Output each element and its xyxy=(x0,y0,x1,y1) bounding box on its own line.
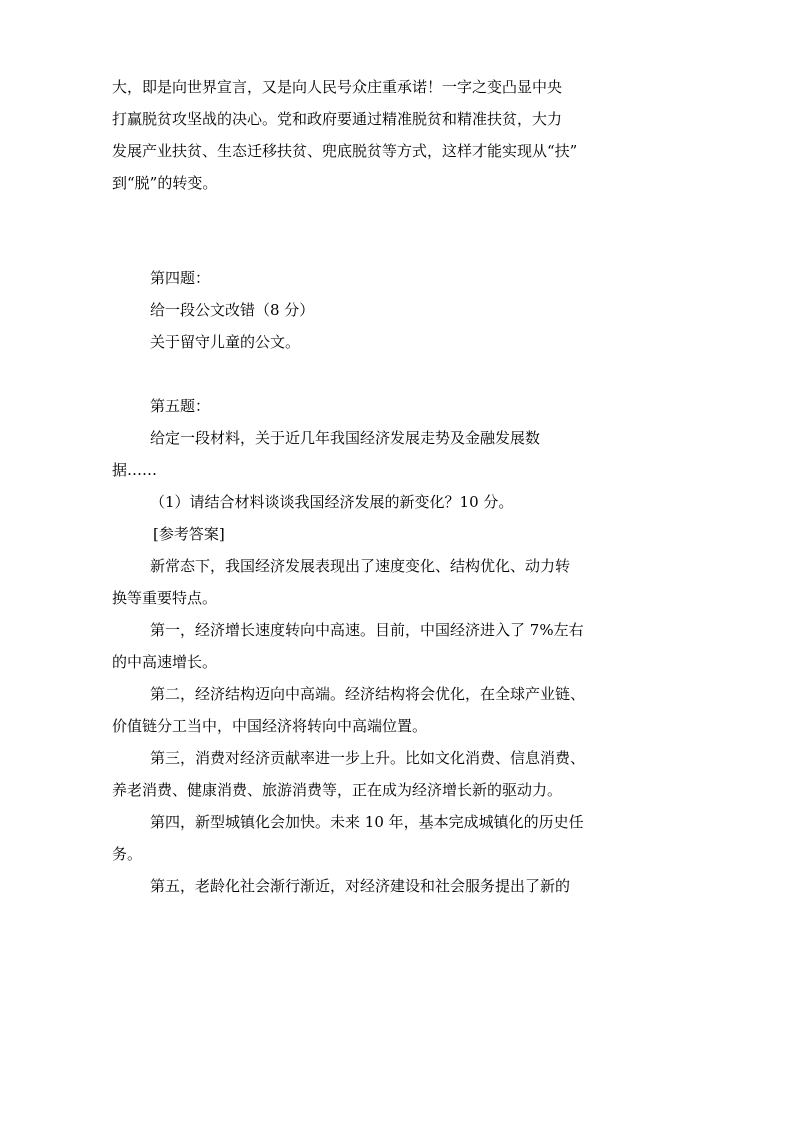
text-line: 打赢脱贫攻坚战的决心。党和政府要通过精准脱贫和精准扶贫，大力 xyxy=(112,110,563,128)
question-heading: 第五题： xyxy=(150,397,211,415)
text-line: 第四，新型城镇化会加快。未来 10 年，基本完成城镇化的历史任 xyxy=(150,813,584,831)
text-line: 第三，消费对经济贡献率进一步上升。比如文化消费、信息消费、 xyxy=(150,749,586,767)
text-line: 发展产业扶贫、生态迁移扶贫、兜底脱贫等方式，这样才能实现从“扶” xyxy=(112,142,578,160)
text-line: 第一，经济增长速度转向中高速。目前，中国经济进入了 7%左右 xyxy=(150,621,584,639)
text-line: 关于留守儿童的公文。 xyxy=(150,333,301,351)
text-line: 第五，老龄化社会渐行渐近，对经济建设和社会服务提出了新的 xyxy=(150,877,571,895)
text-line: 到“脱”的转变。 xyxy=(112,174,218,192)
text-line: 新常态下，我国经济发展表现出了速度变化、结构优化、动力转 xyxy=(150,557,571,575)
text-line: 第二，经济结构迈向中高端。经济结构将会优化，在全球产业链、 xyxy=(150,685,586,703)
text-line: 价值链分工当中，中国经济将转向中高端位置。 xyxy=(112,717,428,735)
text-line: 的中高速增长。 xyxy=(112,653,218,671)
text-line: 换等重要特点。 xyxy=(112,589,218,607)
text-line: 给一段公文改错（8 分） xyxy=(150,301,315,319)
text-line: 据…… xyxy=(112,461,158,479)
sub-question: （1）请结合材料谈谈我国经济发展的新变化？10 分。 xyxy=(150,493,514,511)
text-line: 给定一段材料，关于近几年我国经济发展走势及金融发展数 xyxy=(150,429,541,447)
text-line: 养老消费、健康消费、旅游消费等，正在成为经济增长新的驱动力。 xyxy=(112,781,563,799)
text-line: 大，即是向世界宣言，又是向人民号众庄重承诺！一字之变凸显中央 xyxy=(112,78,563,96)
reference-answer-label: [参考答案] xyxy=(153,525,225,543)
text-line: 务。 xyxy=(112,845,143,863)
question-heading: 第四题： xyxy=(150,269,211,287)
